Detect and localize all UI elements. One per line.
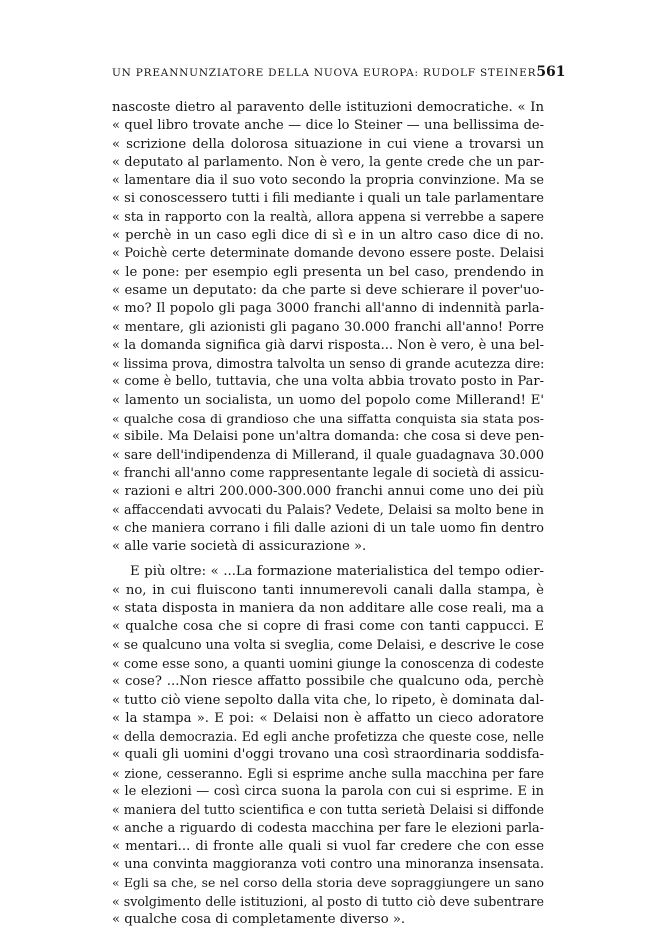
body-text [112, 99, 544, 929]
text-line: « no, in cui fluiscono tanti innumerevoli canali dalla stampa, è [112, 582, 544, 598]
text-line: « anche a riguardo di codesta macchina per fare le elezioni parla- [112, 820, 544, 836]
paragraph [112, 99, 544, 556]
text-line: « svolgimento delle istituzioni, al posto di tutto ciò deve subentrare [112, 893, 544, 909]
text-line: « sibile. Ma Delaisi pone un'altra domanda: che cosa si deve pen- [112, 429, 544, 445]
text-line: « lissima prova, dimostra talvolta un senso di grande acutezza dire: [112, 356, 544, 372]
running-title: UN PREANNUNZIATORE DELLA NUOVA EUROPA: RUDOLF STEINER [112, 67, 537, 79]
text-line: « le elezioni — così circa suona la parola con cui si esprime. E in [112, 783, 544, 799]
text-line: « della democrazia. Ed egli anche profetizza che queste cose, nelle [112, 729, 544, 745]
text-line: « lamento un socialista, un uomo del popolo come Millerand! E' [112, 392, 544, 408]
text-line: « lamentare dia il suo voto secondo la propria convinzione. Ma se [112, 173, 544, 189]
text-line: « perchè in un caso egli dice di sì e in un altro caso dice di no. [112, 228, 544, 244]
text-line: « sare dell'indipendenza di Millerand, il quale guadagnava 30.000 [112, 447, 544, 463]
text-line: « scrizione della dolorosa situazione in cui viene a trovarsi un [112, 136, 544, 152]
text-line: « mo? Il popolo gli paga 3000 franchi all'anno di indennità parla- [112, 301, 544, 317]
text-line: « cose? ...Non riesce affatto possibile che qualcuno oda, perchè [112, 674, 544, 690]
text-line: « che maniera corrano i fili dalle azioni di un tale uomo fin dentro [112, 520, 544, 536]
text-line: « alle varie società di assicurazione ». [112, 539, 367, 555]
text-line: « stata disposta in maniera da non additare alle cose reali, ma a [112, 601, 544, 617]
text-line: « deputato al parlamento. Non è vero, la gente crede che un par- [112, 154, 544, 170]
text-line: nascoste dietro al paravento delle istituzioni democratiche. « In [112, 100, 544, 115]
text-line: « maniera del tutto scientifica e con tutta serietà Delaisi si diffonde [112, 802, 544, 818]
text-line: E più oltre: « ...La formazione materialistica del tempo odier- [130, 564, 544, 580]
text-line: « mentari... di fronte alle quali si vuol far credere che con esse [112, 838, 544, 854]
text-line: « tutto ciò viene sepolto dalla vita che, lo ripeto, è dominata dal- [112, 692, 544, 708]
text-line: « quel libro trovate anche — dice lo Steiner — una bellissima de- [112, 118, 544, 134]
text-line: « esame un deputato: da che parte si deve schierare il pover'uo- [112, 282, 544, 298]
text-line: « Egli sa che, se nel corso della storia deve sopraggiungere un sano [112, 875, 544, 891]
text-line: « mentare, gli azionisti gli pagano 30.000 franchi all'anno! Porre [112, 319, 544, 335]
page-number: 561 [536, 64, 566, 80]
text-line: « si conoscessero tutti i fili mediante i quali un tale parlamentare [112, 191, 544, 207]
text-line: « come esse sono, a quanti uomini giunge la conoscenza di codeste [112, 655, 544, 671]
text-line: « sta in rapporto con la realtà, allora appena si verrebbe a sapere [112, 209, 544, 225]
text-line: « zione, cesseranno. Egli si esprime anche sulla macchina per fare [112, 765, 544, 781]
text-line: « se qualcuno una volta si sveglia, come Delaisi, e descrive le cose [112, 637, 544, 653]
text-line: « razioni e altri 200.000-300.000 franchi annui come uno dei più [112, 484, 544, 500]
text-line: « la domanda significa già darvi risposta... Non è vero, è una bel- [112, 337, 544, 353]
text-line: « una convinta maggioranza voti contro una minoranza insensata. [112, 857, 544, 873]
text-line: « qualche cosa che si copre di frasi come con tanti cappucci. E [112, 619, 544, 635]
paragraph [112, 563, 544, 929]
text-line: « franchi all'anno come rappresentante legale di società di assicu- [112, 465, 544, 481]
text-line: « come è bello, tuttavia, che una volta abbia trovato posto in Par- [112, 374, 544, 390]
text-line: « Poichè certe determinate domande devono essere poste. Delaisi [112, 246, 544, 262]
text-line: « le pone: per esempio egli presenta un bel caso, prendendo in [112, 264, 544, 280]
text-line: « affaccendati avvocati du Palais? Vedete, Delaisi sa molto bene in [112, 502, 544, 518]
text-line: « la stampa ». E poi: « Delaisi non è affatto un cieco adoratore [112, 710, 544, 726]
running-head [112, 64, 566, 80]
text-line: « qualche cosa di grandioso che una siffatta conquista sia stata pos- [112, 411, 544, 427]
text-line: « qualche cosa di completamente diverso ». [112, 912, 406, 928]
text-line: « quali gli uomini d'oggi trovano una così straordinaria soddisfa- [112, 747, 544, 763]
